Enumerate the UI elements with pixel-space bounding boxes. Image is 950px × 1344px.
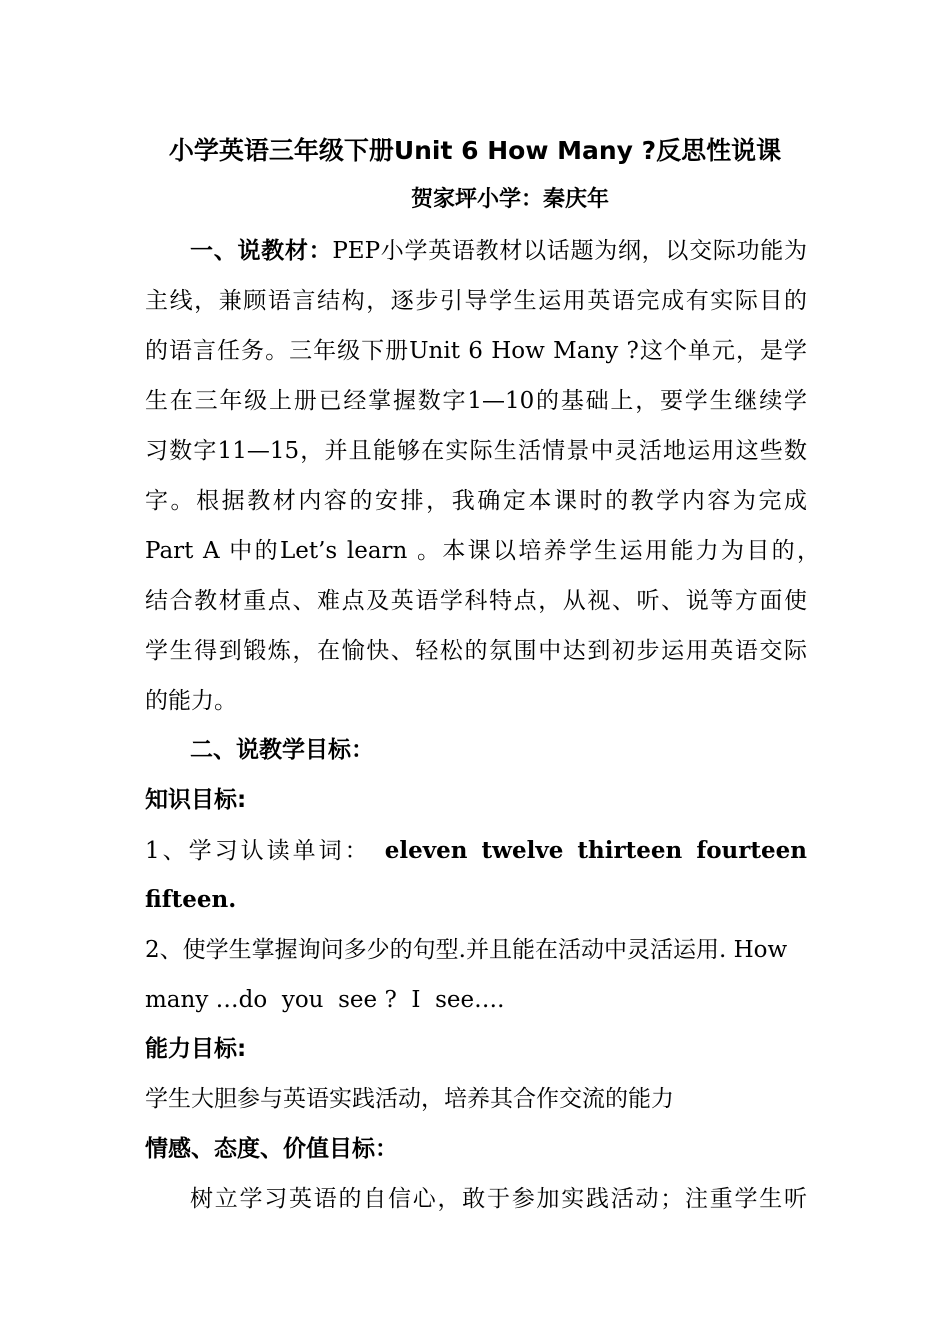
- subheading-emotion: 情感、态度、价值目标：: [145, 1136, 398, 1162]
- paragraph-line: 学生得到锻炼，在愉快、轻松的氛围中达到初步运用英语交际: [145, 638, 807, 664]
- paragraph-line: Part A 中的Let’s learn 。本课以培养学生运用能力为目的，: [145, 538, 820, 564]
- vocab-line-cont: fifteen.: [145, 886, 237, 913]
- paragraph-line: 生在三年级上册已经掌握数字1—10的基础上，要学生继续学: [145, 388, 807, 414]
- section-heading: 一、说教材：: [190, 238, 333, 264]
- vocab-word: eleven: [384, 837, 468, 864]
- vocab-prefix: 1、学习认读单词：: [145, 838, 371, 864]
- section-heading: 二、说教学目标：: [190, 737, 374, 763]
- paragraph-line: 习数字11—15，并且能够在实际生活情景中灵活地运用这些数: [145, 438, 807, 464]
- paragraph-line: [190, 236, 807, 266]
- subheading-ability: 能力目标:: [145, 1036, 247, 1062]
- goal-item-2-cont: many …do you see ? I see….: [145, 987, 505, 1013]
- paragraph-line: 的能力。: [145, 688, 237, 714]
- vocab-line: [145, 836, 807, 866]
- paragraph-line: 主线，兼顾语言结构，逐步引导学生运用英语完成有实际目的: [145, 288, 807, 314]
- paragraph-line: 的语言任务。三年级下册Unit 6 How Many ?这个单元，是学: [145, 338, 807, 364]
- paragraph-text: PEP小学英语教材以话题为纲，以交际功能为: [332, 238, 807, 264]
- paragraph-line: 字。根据教材内容的安排，我确定本课时的教学内容为完成: [145, 488, 807, 514]
- vocab-word: fourteen: [696, 837, 807, 864]
- subheading-knowledge: 知识目标:: [145, 787, 247, 813]
- emotion-text: 树立学习英语的自信心，敢于参加实践活动；注重学生听: [190, 1186, 807, 1212]
- vocab-word: twelve: [481, 837, 564, 864]
- ability-text: 学生大胆参与英语实践活动，培养其合作交流的能力: [145, 1086, 674, 1112]
- goal-item-2: 2、使学生掌握询问多少的句型.并且能在活动中灵活运用. How: [145, 937, 788, 963]
- document-title: 小学英语三年级下册Unit 6 How Many ?反思性说课: [168, 136, 782, 165]
- author-line: 贺家坪小学：秦庆年: [410, 187, 609, 212]
- paragraph-line: 结合教材重点、难点及英语学科特点，从视、听、说等方面使: [145, 588, 807, 614]
- vocab-word: thirteen: [577, 837, 683, 864]
